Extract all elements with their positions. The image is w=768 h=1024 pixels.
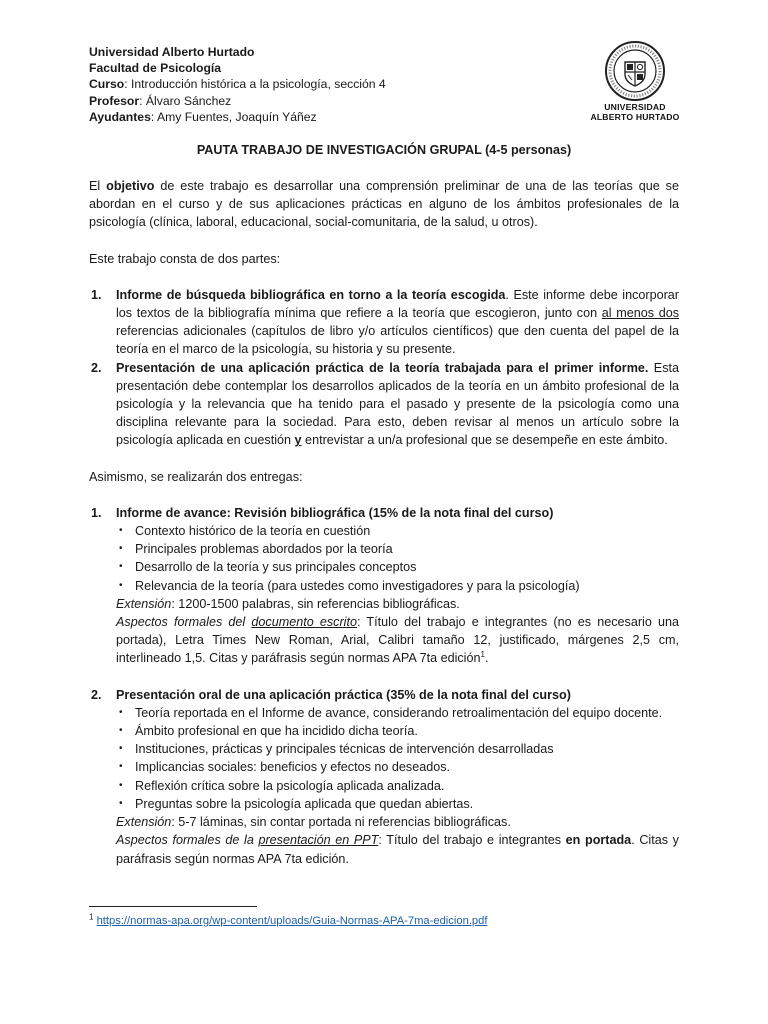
list-number: 2. — [91, 687, 102, 702]
bullet-text: Contexto histórico de la teoría en cuestión — [135, 524, 371, 539]
formal-end: . — [484, 651, 489, 666]
bullet-icon: • — [119, 543, 123, 555]
assistants-line — [89, 109, 386, 125]
formal-end: . Citas y paráfrasis según normas APA 7ta edición. — [116, 833, 679, 866]
intro-paragraph — [89, 177, 679, 232]
part-title: Informe de búsqueda bibliográfica en torno a la teoría escogida — [116, 287, 506, 302]
assistants-label: Ayudantes — [89, 109, 151, 124]
course-label: Curso — [89, 77, 125, 92]
bullet-text: Implicancias sociales: beneficios y efectos no deseados. — [135, 760, 451, 775]
extension-text: : 1200-1500 palabras, sin referencias bibliográficas. — [171, 596, 460, 611]
logo-line-2: ALBERTO HURTADO — [590, 112, 680, 122]
intro-post: de este trabajo es desarrollar una comprensión preliminar de una de las teorías que se abordan en el curso y de sus aplicaciones prácticas en alguno de los ámbitos profesionales de la psicología (clínica, laboral, educacional, social-comunitaria, de la salud, u otros). — [89, 179, 679, 230]
part-underline: y — [294, 433, 302, 448]
professor-value: : Álvaro Sánchez — [139, 93, 232, 108]
extension-label: Extensión — [116, 815, 172, 830]
bullet-icon: • — [119, 761, 123, 773]
bullet-list — [116, 704, 679, 813]
bullet-text: Preguntas sobre la psicología aplicada que quedan abiertas. — [135, 796, 474, 811]
list-item — [116, 758, 679, 776]
list-item — [116, 722, 679, 740]
parts-list — [89, 286, 679, 450]
bullet-icon: • — [119, 525, 123, 537]
intro-bold: objetivo — [106, 179, 155, 193]
formal-underline: documento escrito — [251, 615, 357, 630]
list-item — [116, 704, 679, 722]
university-seal-icon — [604, 40, 666, 102]
parts-intro: Este trabajo consta de dos partes: — [89, 251, 281, 266]
document-title: PAUTA TRABAJO DE INVESTIGACIÓN GRUPAL (4-5 personas) — [196, 143, 572, 157]
list-item — [116, 740, 679, 758]
footnote-link[interactable]: https://normas-apa.org/wp-content/uploads/Guia-Normas-APA-7ma-edicion.pdf — [96, 915, 488, 927]
part-underline: al menos dos — [601, 306, 680, 321]
list-item — [89, 504, 679, 668]
list-item — [89, 686, 679, 868]
bullet-text: Ámbito profesional en que ha incidido dicha teoría. — [135, 724, 418, 739]
logo-line-1: UNIVERSIDAD — [604, 102, 666, 112]
course-value: : Introducción histórica a la psicología, sección 4 — [124, 77, 386, 92]
university-logo — [590, 40, 680, 122]
extension-line — [116, 813, 679, 831]
part-text: Esta presentación debe contemplar los desarrollos aplicados de la teoría en un ámbito profesional de la psicología y la relevancia que ha tenido para el pasado y presente de la psicología como una disciplina relevante para la sociedad. Para esto, deben revisar al menos un artículo sobre la psicología aplicada en cuestión — [116, 360, 680, 448]
list-item — [116, 577, 679, 595]
list-item — [116, 522, 679, 540]
deliveries-list-2 — [89, 686, 679, 868]
formal-aspects — [116, 613, 679, 668]
bullet-text: Desarrollo de la teoría y sus principales conceptos — [135, 560, 417, 575]
deliveries-list — [89, 504, 679, 668]
document-header — [89, 44, 386, 125]
bullet-icon: • — [119, 579, 123, 591]
list-item — [89, 286, 679, 359]
part-text: . Este informe debe incorporar los textos de la bibliografía mínima que refiere a la teoría que escogieron, junto con — [116, 287, 679, 321]
bullet-icon: • — [119, 725, 123, 737]
bullet-text: Relevancia de la teoría (para ustedes como investigadores y para la psicología) — [135, 578, 580, 593]
bullet-text: Reflexión crítica sobre la psicología aplicada analizada. — [135, 778, 445, 793]
formal-bold: en portada — [565, 833, 632, 848]
list-number: 1. — [91, 505, 102, 520]
assistants-value: : Amy Fuentes, Joaquín Yáñez — [150, 109, 317, 124]
deliveries-intro: Asimismo, se realizarán dos entregas: — [89, 469, 303, 484]
formal-aspects — [116, 831, 679, 867]
professor-label: Profesor — [89, 93, 140, 108]
bullet-icon: • — [119, 561, 123, 573]
list-item — [116, 777, 679, 795]
extension-text: : 5-7 láminas, sin contar portada ni referencias bibliográficas. — [171, 815, 511, 830]
list-number: 1. — [91, 287, 102, 302]
footnote-ref: 1 — [480, 650, 485, 660]
bullet-icon: • — [119, 706, 123, 718]
footnote-divider — [89, 906, 257, 907]
formal-text: : Título del trabajo e integrantes — [378, 833, 566, 848]
professor-line — [89, 93, 386, 109]
part-text: referencias adicionales (capítulos de libro y/o artículos científicos) que den cuenta del papel de la teoría en el marco de la psicología, su historia y su presente. — [116, 324, 679, 357]
part-title: Presentación de una aplicación práctica de la teoría trabajada para el primer informe. — [116, 360, 649, 375]
formal-label: Aspectos formales de la — [116, 833, 259, 848]
bullet-icon: • — [119, 797, 123, 809]
delivery-title: Presentación oral de una aplicación práctica (35% de la nota final del curso) — [116, 687, 571, 702]
list-item — [116, 540, 679, 558]
list-item — [116, 558, 679, 576]
university-name: Universidad Alberto Hurtado — [89, 45, 255, 59]
bullet-text: Instituciones, prácticas y principales técnicas de intervención desarrolladas — [135, 742, 554, 757]
intro-pre: El — [89, 179, 107, 193]
bullet-list — [116, 522, 679, 595]
footnote-marker: 1 — [89, 912, 94, 922]
course-line — [89, 76, 386, 92]
list-item — [116, 795, 679, 813]
faculty-name: Facultad de Psicología — [89, 61, 222, 76]
bullet-icon: • — [119, 743, 123, 755]
bullet-text: Teoría reportada en el Informe de avance, considerando retroalimentación del equipo docente. — [135, 705, 663, 720]
formal-underline: presentación en PPT — [258, 833, 379, 848]
formal-label: Aspectos formales del — [116, 615, 252, 630]
extension-label: Extensión — [116, 596, 172, 611]
footnote — [89, 912, 488, 927]
list-number: 2. — [91, 360, 102, 375]
delivery-title: Informe de avance: Revisión bibliográfica (15% de la nota final del curso) — [116, 505, 554, 520]
extension-line — [116, 595, 679, 613]
list-item — [89, 359, 679, 450]
formal-text: : Título del trabajo e integrantes (no es necesario una portada), Letra Times New Roman, Arial, Calibri tamaño 12, justificado, márgenes 2,5 cm, interlineado 1,5. Citas y paráfrasis según normas APA 7ta edición — [116, 615, 679, 666]
part-text: entrevistar a un/a profesional que se desempeñe en este ámbito. — [301, 433, 668, 448]
bullet-icon: • — [119, 779, 123, 791]
bullet-text: Principales problemas abordados por la teoría — [135, 542, 393, 557]
document-body — [89, 177, 679, 868]
